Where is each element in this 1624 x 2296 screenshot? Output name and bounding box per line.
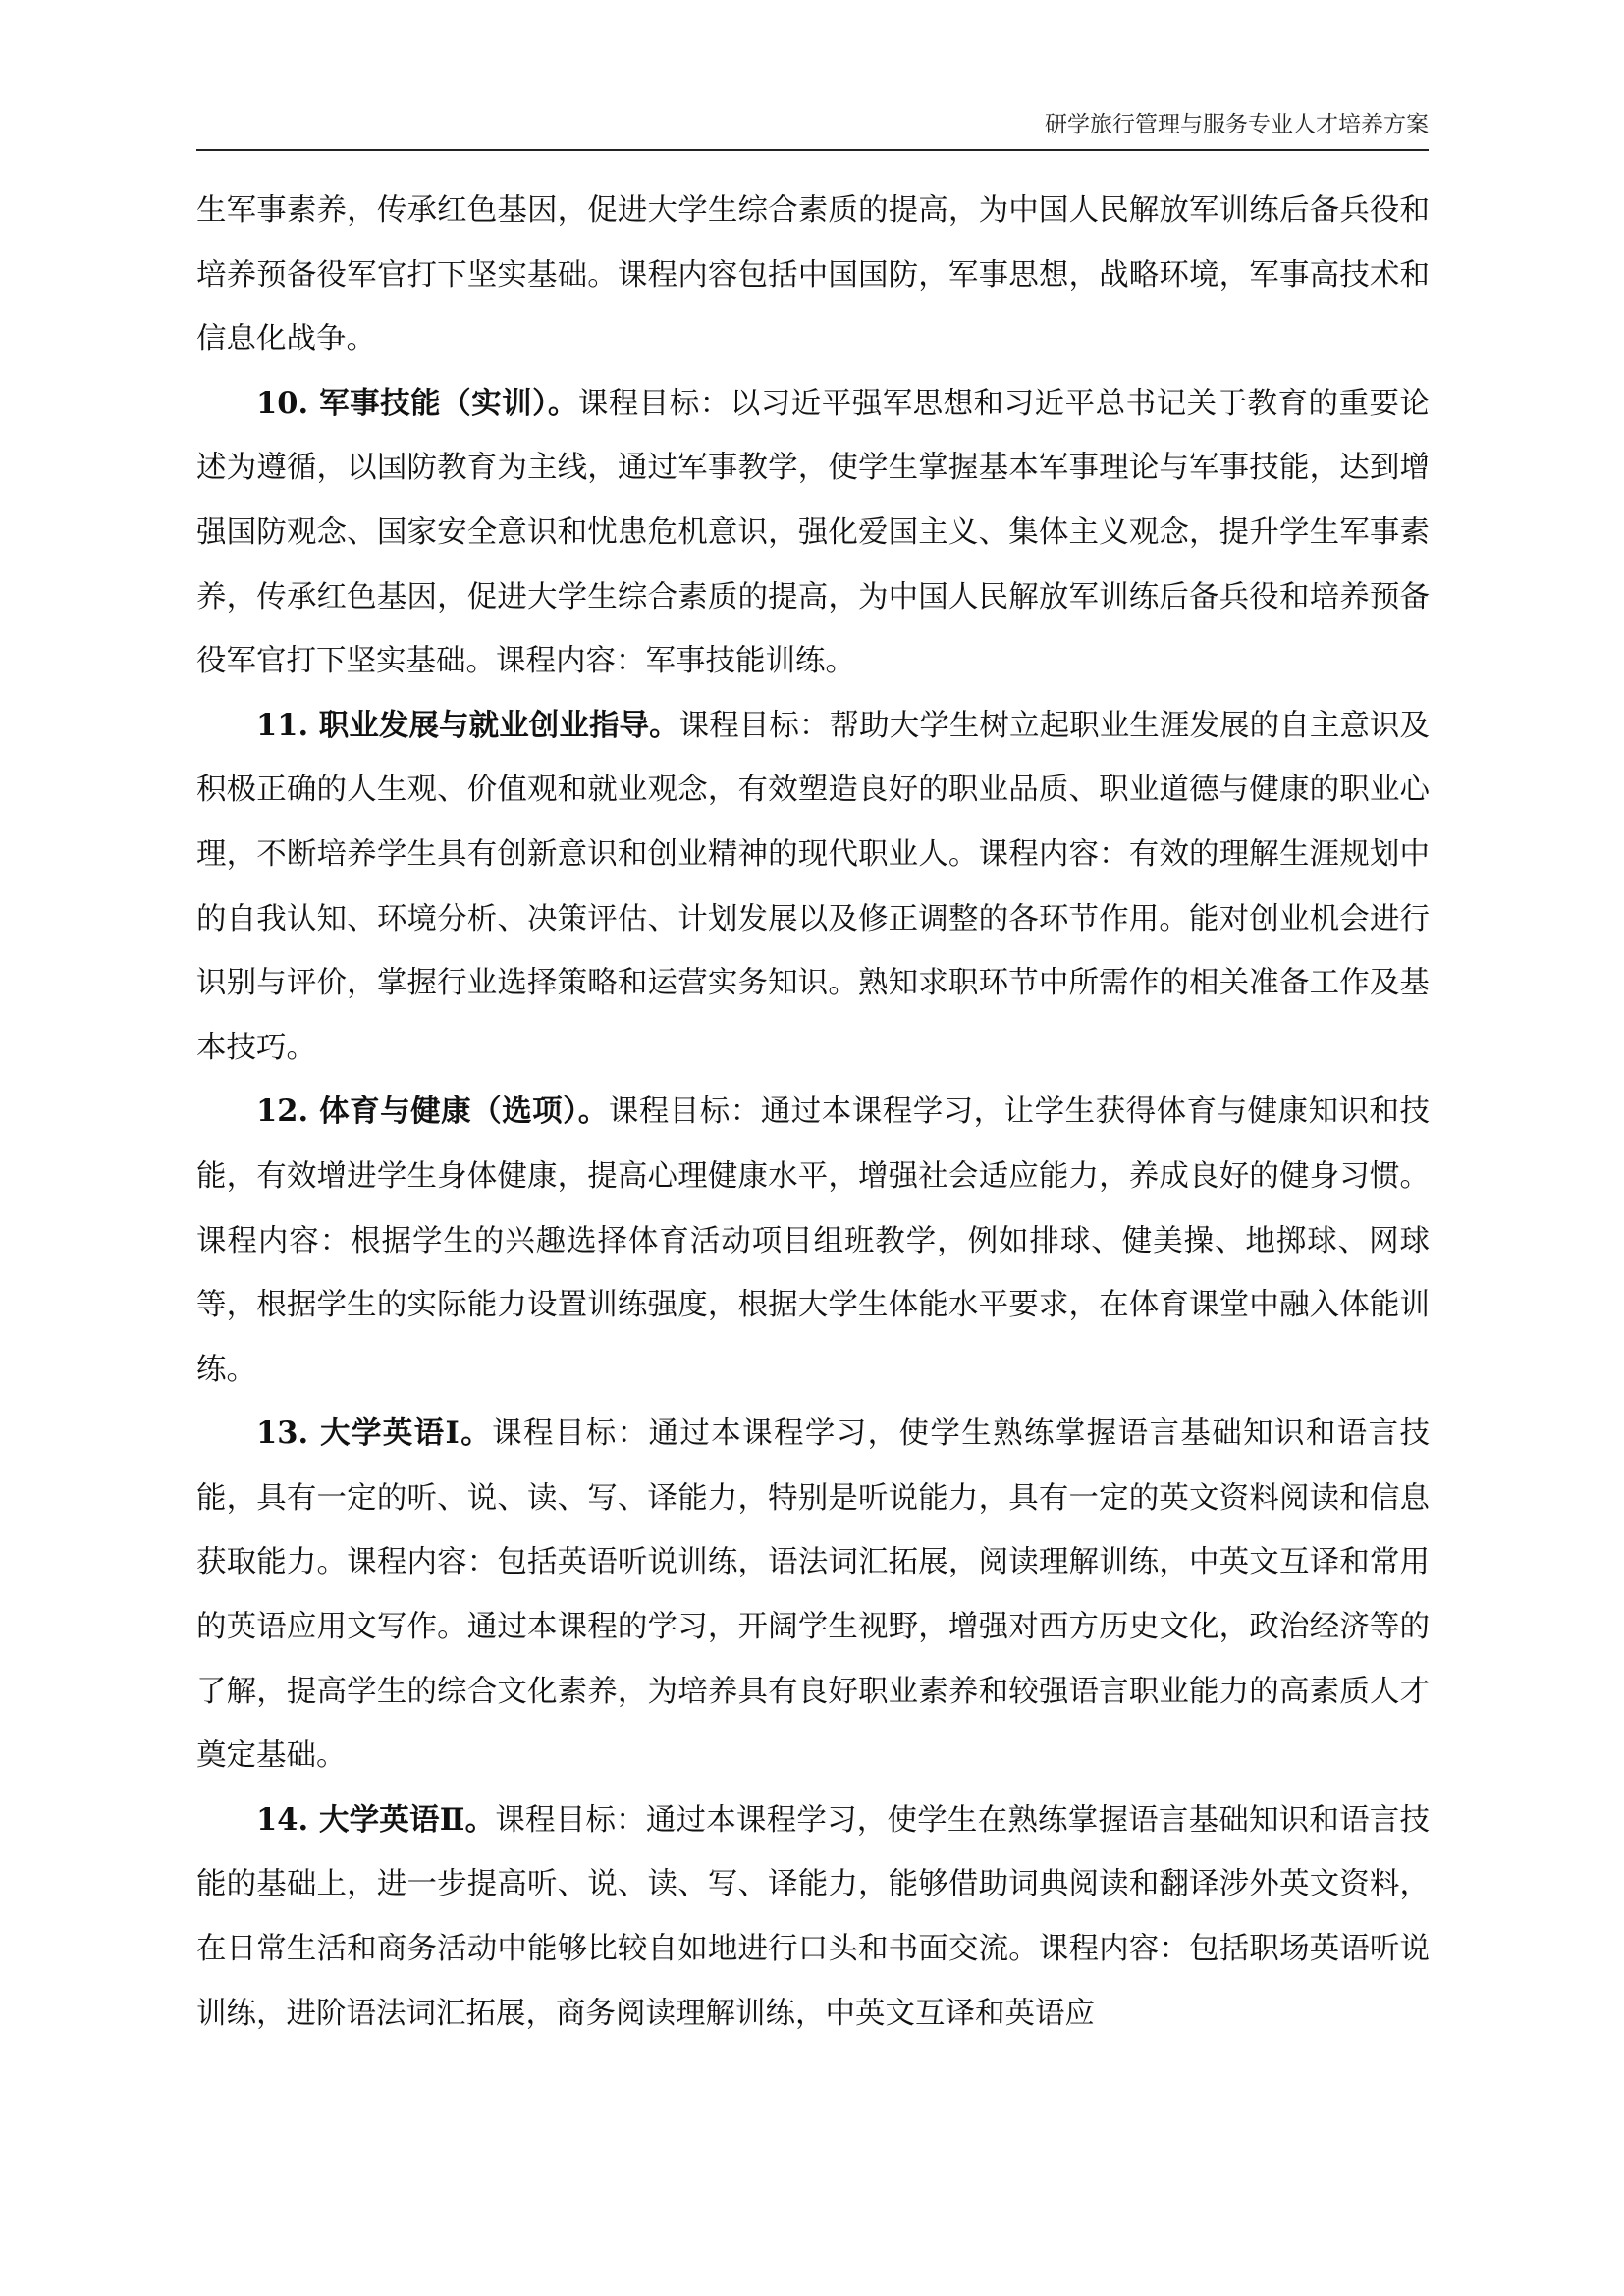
course-heading: 13. 大学英语Ⅰ。 — [256, 1415, 493, 1452]
running-header — [196, 110, 1429, 151]
document-body — [196, 179, 1430, 2046]
course-heading: 10. 军事技能（实训）。 — [256, 385, 578, 421]
paragraph-body: 课程目标：通过本课程学习，使学生在熟练掌握语言基础知识和语言技能的基础上，进一步提高听、说、读、写、译能力，能够借助词典阅读和翻译涉外英文资料，在日常生活和商务活动中能够比较自如地进行口头和书面交流。课程内容：包括职场英语听说训练，进阶语法词汇拓展，商务阅读理解训练，中英文互译和英语应 — [196, 1802, 1430, 2031]
paragraph-college-english-2 — [196, 1789, 1430, 2046]
paragraph-continuation — [196, 179, 1430, 372]
paragraph-body: 课程目标：通过本课程学习，使学生熟练掌握语言基础知识和语言技能，具有一定的听、说、读、写、译能力，特别是听说能力，具有一定的英文资料阅读和信息获取能力。课程内容：包括英语听说训练，语法词汇拓展，阅读理解训练，中英文互译和常用的英语应用文写作。通过本课程的学习，开阔学生视野，增强对西方历史文化，政治经济等的了解，提高学生的综合文化素养，为培养具有良好职业素养和较强语言职业能力的高素质人才奠定基础。 — [196, 1416, 1431, 1774]
paragraph-military-skills — [196, 372, 1430, 694]
paragraph-career-guidance — [196, 694, 1430, 1081]
course-heading: 11. 职业发展与就业创业指导。 — [256, 707, 679, 743]
paragraph-body: 课程目标：以习近平强军思想和习近平总书记关于教育的重要论述为遵循，以国防教育为主线，通过军事教学，使学生掌握基本军事理论与军事技能，达到增强国防观念、国家安全意识和忧患危机意识，强化爱国主义、集体主义观念，提升学生军事素养，传承红色基因，促进大学生综合素质的提高，为中国人民解放军训练后备兵役和培养预备役军官打下坚实基础。课程内容：军事技能训练。 — [196, 386, 1430, 679]
paragraph-body: 课程目标：帮助大学生树立起职业生涯发展的自主意识及积极正确的人生观、价值观和就业观念，有效塑造良好的职业品质、职业道德与健康的职业心理，不断培养学生具有创新意识和创业精神的现代职业人。课程内容：有效的理解生涯规划中的自我认知、环境分析、决策评估、计划发展以及修正调整的各环节作用。能对创业机会进行识别与评价，掌握行业选择策略和运营实务知识。熟知求职环节中所需作的相关准备工作及基本技巧。 — [196, 708, 1430, 1065]
paragraph-body: 生军事素养，传承红色基因，促进大学生综合素质的提高，为中国人民解放军训练后备兵役和培养预备役军官打下坚实基础。课程内容包括中国国防，军事思想，战略环境，军事高技术和信息化战争。 — [196, 193, 1430, 357]
running-header-title: 研学旅行管理与服务专业人才培养方案 — [1045, 112, 1429, 137]
course-heading: 14. 大学英语Ⅱ。 — [256, 1801, 496, 1838]
paragraph-college-english-1 — [196, 1402, 1430, 1789]
course-heading: 12. 体育与健康（选项）。 — [256, 1094, 609, 1130]
paragraph-physical-education — [196, 1080, 1430, 1402]
paragraph-body: 课程目标：通过本课程学习，让学生获得体育与健康知识和技能，有效增进学生身体健康，提高心理健康水平，增强社会适应能力，养成良好的健身习惯。课程内容：根据学生的兴趣选择体育活动项目组班教学，例如排球、健美操、地掷球、网球等，根据学生的实际能力设置训练强度，根据大学生体能水平要求，在体育课堂中融入体能训练。 — [196, 1095, 1431, 1387]
